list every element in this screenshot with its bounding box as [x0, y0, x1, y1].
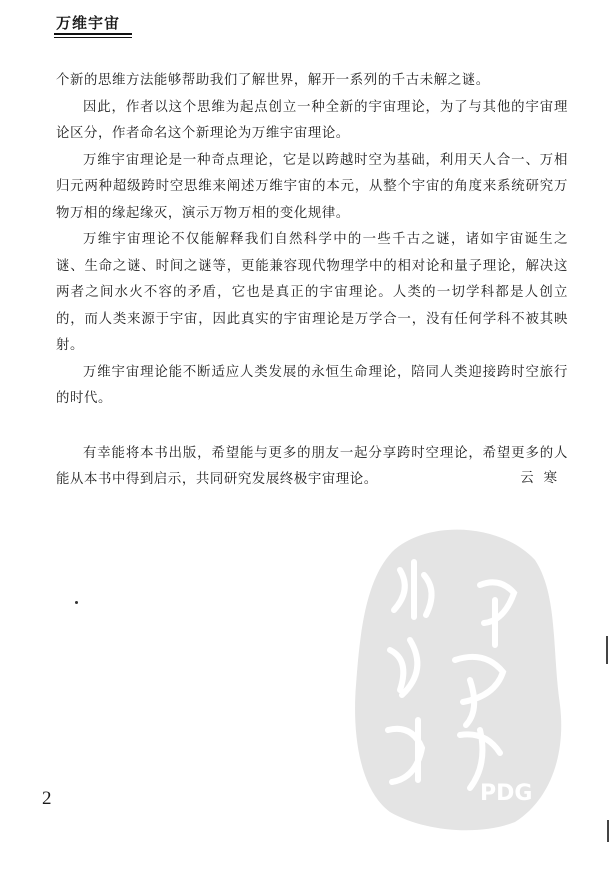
body-text [56, 68, 568, 494]
paragraph: 个新的思维方法能够帮助我们了解世界，解开一系列的千古未解之谜。 [56, 73, 490, 88]
header-rule-thin [54, 37, 132, 38]
running-head: 万维宇宙 [56, 14, 121, 32]
closing-paragraph: 有幸能将本书出版，希望能与更多的朋友一起分享跨时空理论，希望更多的人能从本书中得到启示，共同研究发展终极宇宙理论。 [56, 445, 568, 487]
paragraph: 因此，作者以这个思维为起点创立一种全新的宇宙理论，为了与其他的宇宙理论区分，作者命名这个新理论为万维宇宙理论。 [56, 99, 568, 141]
edge-mark [607, 820, 609, 842]
paragraph-gap [56, 413, 568, 441]
paragraph: 万维宇宙理论能不断适应人类发展的永恒生命理论，陪同人类迎接跨时空旅行的时代。 [56, 364, 568, 406]
paragraph: 万维宇宙理论不仅能解释我们自然科学中的一些千古之谜，诸如宇宙诞生之谜、生命之谜、时间之谜等，更能兼容现代物理学中的相对论和量子理论，解决这两者之间水火不容的矛盾，它也是真正的宇宙理论。人类的一切学科都是人创立的，而人类来源于宇宙，因此真实的宇宙理论是万学合一，没有任何学科不被其映射。 [56, 232, 568, 353]
paragraph: 万维宇宙理论是一种奇点理论，它是以跨越时空为基础，利用天人合一、万相归元两种超级跨时空思维来阐述万维宇宙的本元，从整个宇宙的角度来系统研究万物万相的缘起缘灭，演示万物万相的变化规律。 [56, 152, 568, 221]
page-number: 2 [42, 788, 52, 809]
edge-mark [606, 636, 608, 664]
author-signature: 云寒 [520, 471, 567, 486]
header-rule [54, 33, 132, 35]
stray-dot [75, 601, 78, 604]
watermark-text: PDG [480, 781, 533, 806]
watermark-seal [330, 500, 570, 840]
